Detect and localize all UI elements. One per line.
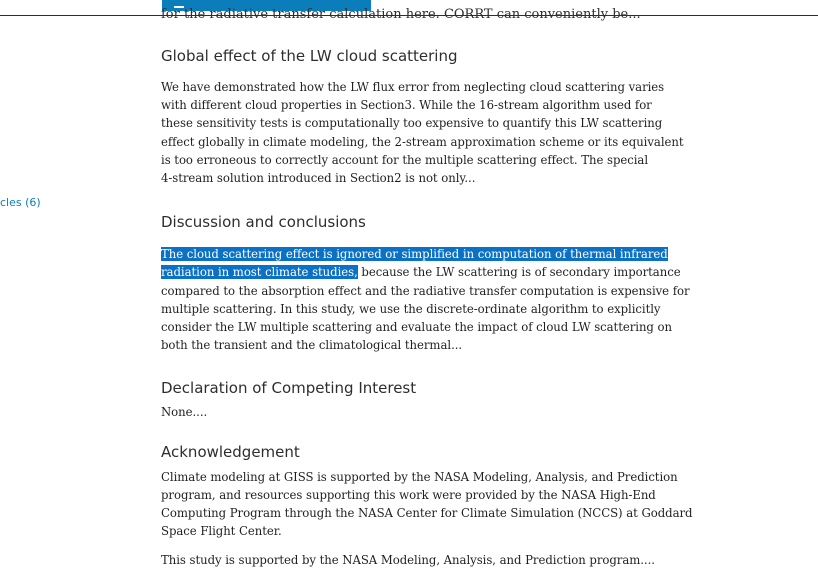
text-line: Space Flight Center. bbox=[161, 524, 282, 539]
text-line: multiple scattering. In this study, we use the discrete-ordinate algorithm to explicitly bbox=[161, 301, 661, 316]
text-line: Computing Program through the NASA Center for Climate Simulation (NCCS) at Goddard bbox=[161, 506, 693, 521]
text-line: consider the LW multiple scattering and evaluate the impact of cloud LW scattering on bbox=[161, 320, 672, 335]
text-line: is too erroneous to correctly account for the multiple scattering effect. The special bbox=[161, 152, 649, 167]
text-line: program, and resources supporting this work were provided by the NASA High-End bbox=[161, 487, 656, 502]
text-line: Climate modeling at GISS is supported by the NASA Modeling, Analysis, and Prediction bbox=[161, 469, 678, 484]
previous-section-text: for the radiative transfer calculation here. CORRT can conveniently be... bbox=[161, 7, 641, 22]
section-paragraph-global-effect bbox=[161, 78, 684, 187]
section-heading-competing-interest: Declaration of Competing Interest bbox=[161, 379, 417, 398]
text-line: 4-stream solution introduced in Section2 is not only... bbox=[161, 171, 476, 186]
section-heading-global-effect: Global effect of the LW cloud scattering bbox=[161, 47, 458, 65]
text-line: We have demonstrated how the LW flux error from neglecting cloud scattering varies bbox=[161, 80, 665, 94]
selected-text[interactable]: The cloud scattering effect is ignored or simplified in computation of thermal infrared bbox=[161, 247, 668, 262]
sidebar-citing-articles-link[interactable]: cles (6) bbox=[0, 196, 41, 209]
section-paragraph-acknowledgement bbox=[161, 468, 693, 541]
section-paragraph-competing-interest bbox=[161, 403, 631, 421]
text-line: these sensitivity tests is computationally too expensive to quantify this LW scattering bbox=[161, 116, 663, 131]
text-line: both the transient and the climatological thermal... bbox=[161, 338, 463, 353]
text-line bbox=[161, 245, 668, 263]
text-line: This study is supported by the NASA Modeling, Analysis, and Prediction program.... bbox=[161, 553, 655, 568]
text-line: compared to the absorption effect and the radiative transfer computation is expensive for bbox=[161, 283, 690, 298]
text-line bbox=[161, 263, 681, 281]
selected-text[interactable]: radiation in most climate studies, bbox=[161, 265, 358, 280]
section-heading-acknowledgement: Acknowledgement bbox=[161, 442, 300, 461]
section-paragraph-discussion[interactable] bbox=[161, 245, 690, 354]
text-line: with different cloud properties in Section3. While the 16-stream algorithm used for bbox=[161, 98, 652, 113]
article-body bbox=[161, 44, 693, 570]
section-heading-discussion: Discussion and conclusions bbox=[161, 213, 366, 232]
text-line: None.... bbox=[161, 405, 208, 420]
text-line: effect globally in climate modeling, the 2-stream approximation scheme or its equivalent bbox=[161, 134, 684, 149]
text-fragment: because the LW scattering is of secondary importance bbox=[357, 265, 681, 280]
section-paragraph-acknowledgement-2 bbox=[161, 551, 655, 569]
